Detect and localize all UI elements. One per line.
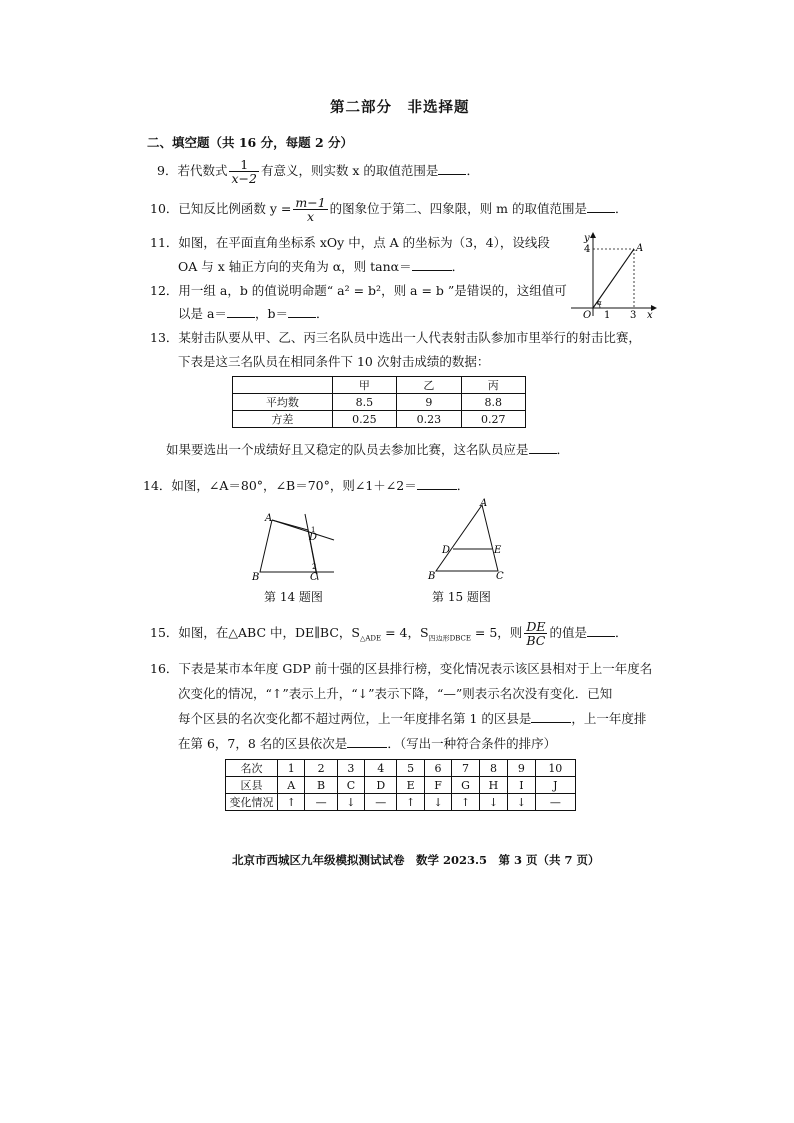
- table-cell: 9: [508, 760, 535, 777]
- table-cell: H: [479, 777, 507, 794]
- table-cell: 平均数: [233, 394, 333, 411]
- table-cell: D: [365, 777, 397, 794]
- q9-frac-num: 1: [229, 158, 258, 172]
- table-row: [233, 394, 526, 411]
- fig15-label-d: D: [442, 545, 451, 556]
- table-cell: 0.23: [397, 411, 461, 428]
- table-cell: 5: [397, 760, 424, 777]
- table-cell: 丙: [461, 377, 525, 394]
- table-row: [226, 760, 576, 777]
- table-row-label: 区县: [226, 777, 278, 794]
- fig15-label-a: A: [480, 498, 488, 509]
- table-row-label: 变化情况: [226, 794, 278, 811]
- table-cell: ↓: [424, 794, 451, 811]
- q12-a-blank[interactable]: [227, 305, 255, 318]
- q16-line3b: ，上一年度排: [571, 711, 647, 726]
- fig11-tick-3: 3: [630, 310, 637, 320]
- q14-text: 14．如图，∠A＝80°，∠B＝70°，则∠1＋∠2＝: [143, 478, 417, 493]
- table-cell: 2: [305, 760, 337, 777]
- q10-suffix: 的图象位于第二、四象限，则 m 的取值范围是: [329, 201, 587, 217]
- q10-frac-den: x: [307, 209, 315, 225]
- fig11-label-o: O: [583, 310, 592, 320]
- table-cell: J: [535, 777, 575, 794]
- q13-answer-blank[interactable]: [529, 441, 557, 454]
- part-heading: 二、填空题（共 16 分，每题 2 分）: [147, 135, 354, 150]
- table-cell: 6: [424, 760, 451, 777]
- q15-mid2: = 5，则: [470, 625, 523, 641]
- q12-a-label: 以是 a＝: [178, 306, 227, 321]
- q12-b-blank[interactable]: [288, 305, 316, 318]
- table-cell: —: [535, 794, 575, 811]
- q13-table: [232, 376, 526, 428]
- table-cell: ↓: [479, 794, 507, 811]
- question-9: 9．若代数式 $\frac{1}{x-2}$ 有意义，则实数 x 的取值范围是 ．: [157, 157, 479, 187]
- table-cell: 3: [337, 760, 364, 777]
- q15-sub2: 四边形DBCE: [428, 634, 471, 643]
- q16-line4b: ．（写出一种符合条件的排序）: [387, 736, 557, 751]
- fig14-angle-2: 2: [312, 563, 317, 571]
- table-cell: B: [305, 777, 337, 794]
- q16-line3a: 每个区县的名次变化都不超过两位，上一年度排名第 1 的区县是: [178, 711, 532, 726]
- q10-prefix: 10．已知反比例函数 y =: [150, 201, 292, 217]
- section-title: 第二部分 非选择题: [330, 99, 470, 116]
- table-cell: A: [278, 777, 305, 794]
- table-cell: 甲: [332, 377, 396, 394]
- table-cell: —: [365, 794, 397, 811]
- table-cell: 9: [397, 394, 461, 411]
- table-row: [226, 777, 576, 794]
- fig11-tick-4: 4: [584, 244, 591, 255]
- question-13-line1: 13．某射击队要从甲、乙、丙三名队员中选出一人代表射击队参加市里举行的射击比赛，: [150, 330, 641, 345]
- table-row: [233, 411, 526, 428]
- table-cell: ↑: [278, 794, 305, 811]
- table-cell: 8: [479, 760, 507, 777]
- table-cell: ↑: [397, 794, 424, 811]
- q10-answer-blank[interactable]: [587, 200, 615, 213]
- table-cell: 8.5: [332, 394, 396, 411]
- table-row: [226, 794, 576, 811]
- fig14-label-a: A: [265, 513, 273, 524]
- question-13-line3: 如果要选出一个成绩好且又稳定的队员去参加比赛，这名队员应是 ．: [166, 442, 570, 457]
- fig14-angle-1: 1: [311, 526, 316, 534]
- question-16-line2: 次变化的情况，“↑”表示上升，“↓”表示下降，“—”则表示名次没有变化．已知: [178, 686, 613, 701]
- q16-blank-2[interactable]: [347, 735, 387, 748]
- q9-suffix: 有意义，则实数 x 的取值范围是: [260, 163, 439, 179]
- q15-answer-blank[interactable]: [587, 624, 615, 637]
- fig15-label-b: B: [428, 571, 436, 582]
- q9-frac-den: x−2: [231, 171, 257, 187]
- fig14-label-d: D: [309, 532, 318, 543]
- table-cell: ↓: [508, 794, 535, 811]
- q16-blank-1[interactable]: [531, 710, 571, 723]
- figure-14: [248, 508, 348, 584]
- table-cell: I: [508, 777, 535, 794]
- table-cell: 8.8: [461, 394, 525, 411]
- table-row-label: 名次: [226, 760, 278, 777]
- q9-answer-blank[interactable]: [438, 162, 466, 175]
- table-cell: [233, 377, 333, 394]
- table-cell: ↓: [337, 794, 364, 811]
- table-cell: ↑: [452, 794, 479, 811]
- table-header-row: [233, 377, 526, 394]
- question-13-line2: 下表是这三名队员在相同条件下 10 次射击成绩的数据：: [178, 354, 490, 369]
- q14-answer-blank[interactable]: [417, 477, 457, 490]
- q15-fraction: [524, 620, 547, 647]
- question-14: 14．如图，∠A＝80°，∠B＝70°，则∠1＋∠2＝ ．: [143, 478, 470, 493]
- q10-frac-num: m−1: [295, 195, 326, 210]
- q15-sub1: △ADE: [359, 634, 382, 643]
- question-16-line3: [178, 709, 646, 727]
- q15-suffix: 的值是: [549, 625, 587, 641]
- fig11-alpha: α: [597, 299, 602, 307]
- table-cell: 1: [278, 760, 305, 777]
- table-cell: 0.27: [461, 411, 525, 428]
- question-16-line4: [178, 734, 556, 752]
- question-12-line1: 12．用一组 a，b 的值说明命题“ a² = b²，则 a = b ”是错误的，这组值可: [150, 283, 567, 298]
- table-cell: 方差: [233, 411, 333, 428]
- table-cell: 0.25: [332, 411, 396, 428]
- page-footer: 北京市西城区九年级模拟测试试卷 数学 2023.5 第 3 页（共 7 页）: [232, 853, 600, 867]
- table-cell: 4: [365, 760, 397, 777]
- question-10: 10．已知反比例函数 y = $\frac{m-1}{x}$ 的图象位于第二、四象限，则 m 的取值范围是 ．: [150, 195, 628, 225]
- table-cell: 7: [452, 760, 479, 777]
- q15-frac-num: DE: [526, 619, 546, 634]
- q9-prefix: 9．若代数式: [157, 163, 228, 179]
- q15-frac-den: BC: [526, 633, 546, 649]
- fig14-label-c: C: [310, 572, 318, 583]
- fig11-tick-1: 1: [604, 310, 611, 320]
- table-cell: E: [397, 777, 424, 794]
- q10-fraction: [293, 196, 327, 223]
- fig14-label-b: B: [252, 572, 260, 583]
- fig11-label-x: x: [647, 310, 653, 320]
- question-11-line2: OA 与 x 轴正方向的夹角为 α，则 tanα＝ ．: [178, 259, 465, 274]
- fig14-caption: 第 14 题图: [264, 590, 323, 604]
- table-cell: 10: [535, 760, 575, 777]
- q15-mid: = 4，S: [381, 625, 429, 641]
- question-12-line2: 以是 a＝ ，b＝ ．: [178, 306, 329, 321]
- question-15: 15．如图，在△ABC 中，DE∥BC，$S_{\triangle ADE} = 4$，$S_{四边形DBCE} = 5$，则 $\frac{DE}{BC}$ 的值是 ．: [150, 619, 628, 649]
- q12-b-label: ，b＝: [254, 306, 288, 321]
- q9-fraction: [229, 158, 258, 185]
- q16-table: [225, 759, 576, 811]
- table-cell: F: [424, 777, 451, 794]
- fig15-caption: 第 15 题图: [432, 590, 491, 604]
- fig11-label-y: y: [584, 233, 590, 244]
- table-cell: C: [337, 777, 364, 794]
- question-16-line1: 16．下表是某市本年度 GDP 前十强的区县排行榜，变化情况表示该区县相对于上一年度名: [150, 661, 653, 676]
- table-cell: —: [305, 794, 337, 811]
- table-cell: G: [452, 777, 479, 794]
- figure-15: [422, 497, 512, 585]
- fig11-label-a: A: [636, 243, 644, 254]
- fig15-label-c: C: [496, 571, 504, 582]
- table-cell: 乙: [397, 377, 461, 394]
- q13-line3-text: 如果要选出一个成绩好且又稳定的队员去参加比赛，这名队员应是: [166, 442, 529, 457]
- question-11-line1: 11．如图，在平面直角坐标系 xOy 中，点 A 的坐标为（3，4），设线段: [150, 235, 550, 250]
- coordinate-figure: [563, 228, 658, 320]
- fig15-label-e: E: [494, 545, 502, 556]
- q16-line4a: 在第 6，7，8 名的区县依次是: [178, 736, 348, 751]
- q11-answer-blank[interactable]: [412, 258, 452, 271]
- q11-line2-text: OA 与 x 轴正方向的夹角为 α，则 tanα＝: [178, 259, 412, 274]
- q15-prefix: 15．如图，在△ABC 中，DE∥BC，S: [150, 625, 360, 641]
